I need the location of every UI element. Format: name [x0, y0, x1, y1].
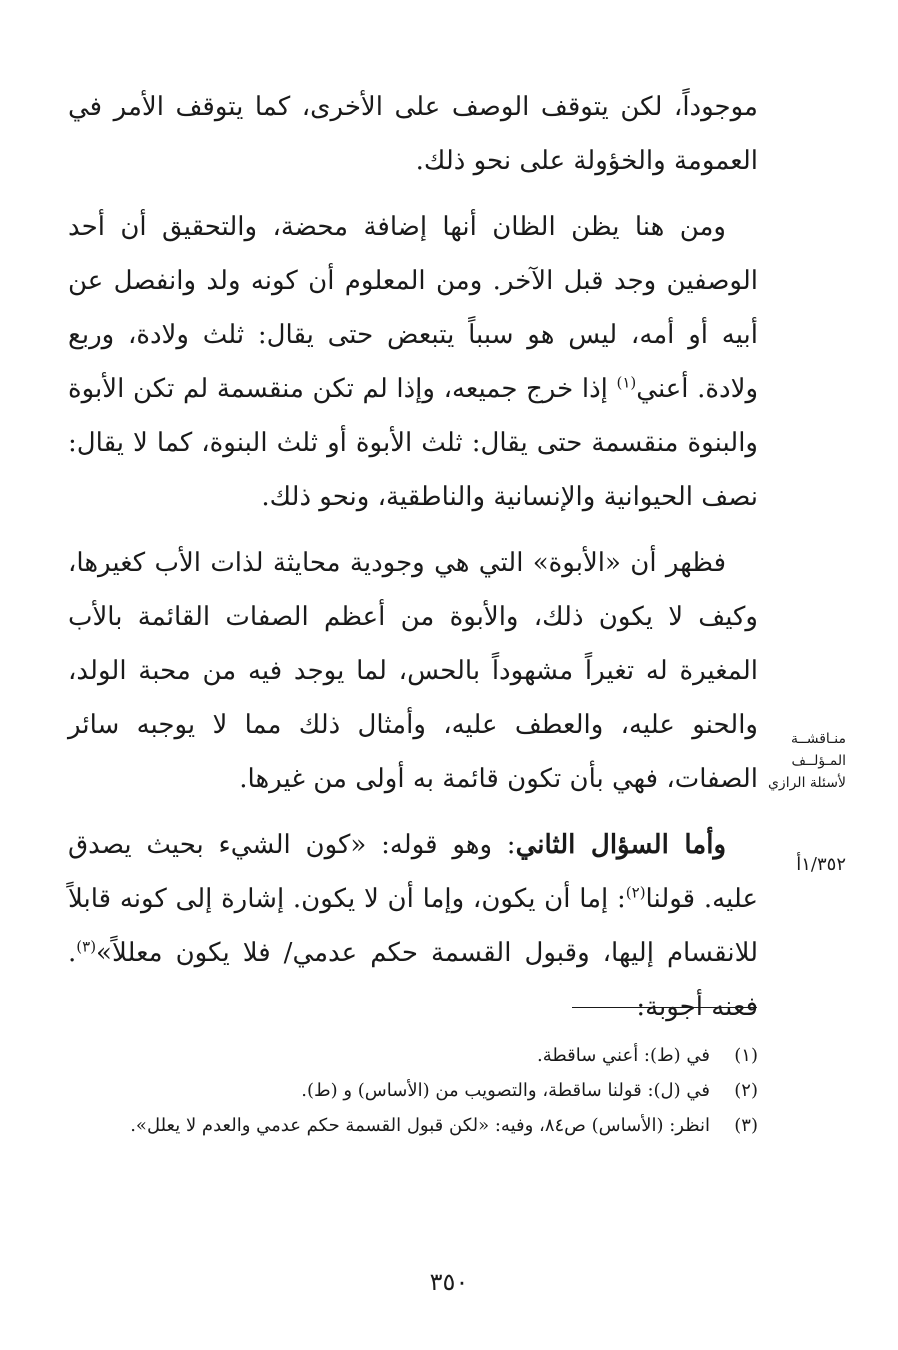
footnotes: [68, 1038, 758, 1143]
paragraph-2-rest: إذا خرج جميعه، وإذا لم تكن منقسمة لم تكن الأبوة والبنوة منقسمة حتى يقال: ثلث الأبوة أو ثلث البنوة، كما لا يقال: نصف الحيوانية والإنسانية والناطقية، ونحو ذلك.: [68, 374, 758, 512]
main-text-body: [68, 80, 758, 1046]
footnote-2: [68, 1073, 758, 1108]
paragraph-1: موجوداً، لكن يتوقف الوصف على الأخرى، كما يتوقف الأمر في العمومة والخؤولة على نحو ذلك.: [68, 92, 758, 176]
page-number: ٣٥٠: [429, 1268, 469, 1296]
paragraph-4: [68, 818, 758, 1034]
section-lead-bold: وأما السؤال الثاني: [515, 830, 726, 860]
margin-heading: [756, 728, 846, 794]
margin-heading-line-1: منـاقشــة: [791, 731, 846, 747]
paragraph-4-part-a: : وهو قوله: «كون الشيء بحيث يصدق عليه. قولنا: [68, 830, 758, 914]
footnote-number: (٢): [734, 1080, 758, 1101]
footnote-divider: [572, 1007, 757, 1008]
margin-heading-line-3: لأسئلة الرازي: [767, 775, 846, 791]
footnote-ref-2[interactable]: (٢): [625, 883, 646, 902]
paragraph-3: فظهر أن «الأبوة» التي هي وجودية محايثة لذات الأب كغيرها، وكيف لا يكون ذلك، والأبوة من أعظم الصفات القائمة بالأب المغيرة له تغيراً مشهوداً بالحس، لما يوجد فيه من محبة الولد، والحنو عليه، والعطف عليه، وأمثال ذلك مما لا يوجبه سائر الصفات، فهي بأن تكون قائمة به أولى من غيرها.: [68, 548, 758, 794]
paragraph-2: [68, 200, 758, 524]
footnote-text: انظر: (الأساس) ص٨٤، وفيه: «لكن قبول القسمة حكم عدمي والعدم لا يعلل».: [130, 1115, 710, 1136]
paragraph-2-start: ومن هنا يظن الظان أنها إضافة محضة، والتحقيق أن أحد الوصفين وجد قبل الآخر. ومن المعلوم أن كونه ولد وانفصل عن أبيه أو أمه، ليس هو سبباً يتبعض حتى يقال: ثلث ولادة، وربع ولادة. أعني: [68, 212, 759, 404]
footnote-1: [68, 1038, 758, 1073]
footnote-text: في (ط): أعني ساقطة.: [536, 1045, 710, 1066]
footnote-number: (١): [734, 1045, 758, 1066]
margin-heading-line-2: المـؤلــف: [791, 753, 846, 769]
footnote-ref-3[interactable]: (٣): [76, 937, 97, 956]
footnote-ref-1[interactable]: (١): [616, 373, 637, 392]
margin-folio-reference: ١/٣٥٢أ: [796, 854, 846, 875]
paragraph-4-part-c: . فعنه أجوبة:: [68, 938, 758, 1022]
footnote-text: في (ل): قولنا ساقطة، والتصويب من (الأساس) و (ط).: [301, 1080, 710, 1101]
footnote-3: [68, 1108, 758, 1143]
footnote-number: (٣): [734, 1115, 758, 1136]
paragraph-4-part-b: : إما أن يكون، وإما أن لا يكون. إشارة إلى كونه قابلاً للانقسام إليها، وقبول القسمة حكم عدمي/ فلا يكون معللاً»: [68, 884, 758, 968]
